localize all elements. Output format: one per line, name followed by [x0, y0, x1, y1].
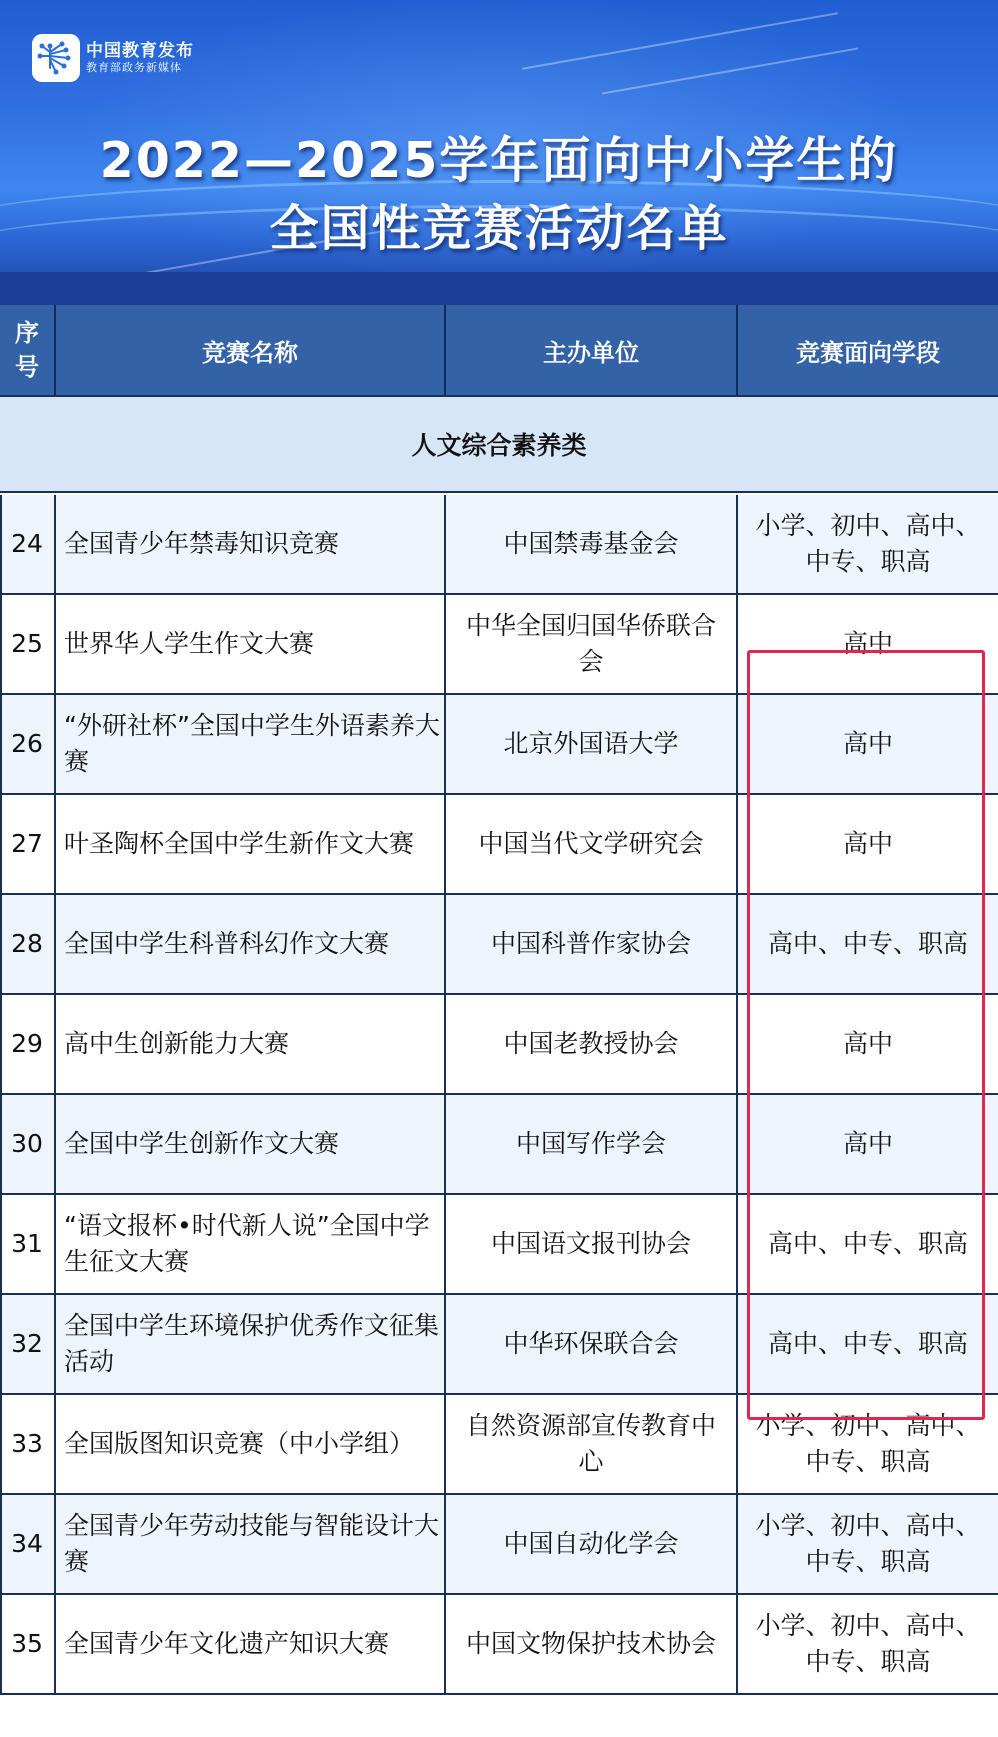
row-name [56, 895, 446, 993]
table-row [0, 1195, 998, 1295]
row-name-text: 高中生创新能力大赛 [64, 1029, 290, 1058]
row-seq-text: 34 [11, 1529, 43, 1558]
row-level [738, 1195, 998, 1293]
table-row [0, 495, 998, 595]
row-name [56, 1195, 446, 1293]
row-level [738, 695, 998, 793]
page-title-line2: 全国性竞赛活动名单 [269, 200, 729, 257]
row-level-text: 高中 [842, 729, 893, 758]
row-level [738, 895, 998, 993]
row-seq-text: 32 [11, 1329, 43, 1358]
row-level-text: 小学、初中、高中、中专、职高 [755, 511, 981, 576]
row-level [738, 595, 998, 693]
logo-main-text: 中国教育发布 [86, 41, 194, 61]
row-name [56, 995, 446, 1093]
row-level [738, 795, 998, 893]
row-name-text: 叶圣陶杯全国中学生新作文大赛 [64, 829, 415, 858]
header-level: 竞赛面向学段 [796, 338, 940, 367]
page-title-line1: 2022—2025学年面向中小学生的 [99, 132, 899, 189]
table-row [0, 895, 998, 995]
row-org [446, 995, 738, 1093]
row-org [446, 1095, 738, 1193]
row-level [738, 1395, 998, 1493]
row-level-text: 高中、中专、职高 [767, 1229, 968, 1258]
row-org [446, 1595, 738, 1693]
row-org [446, 1395, 738, 1493]
logo [32, 34, 194, 82]
table-header-row [0, 305, 998, 395]
header-name: 竞赛名称 [56, 305, 446, 395]
row-name [56, 595, 446, 693]
row-org-text: 中国当代文学研究会 [478, 829, 704, 858]
row-org-text: 中国禁毒基金会 [503, 529, 679, 558]
table-row [0, 695, 998, 795]
row-level-text: 高中 [842, 629, 893, 658]
row-seq [0, 1295, 56, 1393]
row-level-text: 高中 [842, 1129, 893, 1158]
row-name-text: 全国青少年劳动技能与智能设计大赛 [64, 1511, 440, 1576]
row-level [738, 1595, 998, 1693]
row-name [56, 1295, 446, 1393]
row-name [56, 495, 446, 593]
row-name-text: 全国版图知识竞赛（中小学组） [64, 1429, 415, 1458]
row-org [446, 1495, 738, 1593]
row-org-text: 中国文物保护技术协会 [465, 1629, 716, 1658]
header-seq [0, 305, 56, 395]
row-name-text: 全国中学生创新作文大赛 [64, 1129, 340, 1158]
dandelion-logo-icon [32, 34, 80, 82]
logo-sub-text: 教育部政务新媒体 [86, 61, 182, 74]
row-seq-text: 25 [11, 629, 43, 658]
row-name [56, 795, 446, 893]
row-level-text: 高中 [842, 1029, 893, 1058]
row-seq [0, 595, 56, 693]
table-row [0, 595, 998, 695]
row-org-text: 中华环保联合会 [503, 1329, 679, 1358]
row-seq [0, 1095, 56, 1193]
row-level [738, 995, 998, 1093]
row-name [56, 1595, 446, 1693]
row-name-text: 全国中学生科普科幻作文大赛 [64, 929, 390, 958]
row-seq-text: 28 [11, 929, 43, 958]
table-row [0, 1595, 998, 1695]
header-org: 主办单位 [446, 305, 738, 395]
table-row [0, 1395, 998, 1495]
row-level-text: 高中、中专、职高 [767, 1329, 968, 1358]
row-level [738, 495, 998, 593]
banner-bottom-band [0, 272, 998, 305]
row-seq-text: 26 [11, 729, 43, 758]
header-seq-line1: 序 [15, 319, 39, 347]
table-row [0, 995, 998, 1095]
row-seq-text: 35 [11, 1629, 43, 1658]
row-org-text: 中国老教授协会 [503, 1029, 679, 1058]
table-row [0, 1495, 998, 1595]
row-name-text: “外研社杯”全国中学生外语素养大赛 [64, 711, 440, 776]
row-org-text: 自然资源部宣传教育中心 [465, 1411, 716, 1476]
row-org [446, 795, 738, 893]
row-seq-text: 27 [11, 829, 43, 858]
row-level-text: 高中 [842, 829, 893, 858]
row-seq [0, 695, 56, 793]
row-level-text: 高中、中专、职高 [767, 929, 968, 958]
row-seq-text: 33 [11, 1429, 43, 1458]
table-row [0, 795, 998, 895]
table-row [0, 1295, 998, 1395]
row-name [56, 1495, 446, 1593]
row-seq [0, 1395, 56, 1493]
row-org [446, 895, 738, 993]
row-level [738, 1495, 998, 1593]
row-org-text: 北京外国语大学 [503, 729, 679, 758]
row-org-text: 中国科普作家协会 [490, 929, 691, 958]
row-org [446, 1195, 738, 1293]
row-seq [0, 1495, 56, 1593]
row-seq [0, 795, 56, 893]
row-seq [0, 895, 56, 993]
row-level-text: 小学、初中、高中、中专、职高 [755, 1511, 981, 1576]
row-seq-text: 24 [11, 529, 43, 558]
row-name-text: “语文报杯•时代新人说”全国中学生征文大赛 [64, 1211, 430, 1276]
row-name [56, 1395, 446, 1493]
row-org-text: 中国自动化学会 [503, 1529, 679, 1558]
category-row: 人文综合素养类 [0, 395, 998, 493]
row-org [446, 1295, 738, 1393]
row-name-text: 全国青少年文化遗产知识大赛 [64, 1629, 390, 1658]
header-seq-line2: 号 [15, 353, 39, 381]
row-name-text: 全国中学生环境保护优秀作文征集活动 [64, 1311, 440, 1376]
row-org-text: 中华全国归国华侨联合会 [465, 611, 716, 676]
row-name [56, 1095, 446, 1193]
row-level [738, 1095, 998, 1193]
row-seq-text: 29 [11, 1029, 43, 1058]
row-name-text: 全国青少年禁毒知识竞赛 [64, 529, 340, 558]
header-banner [0, 0, 998, 305]
row-seq [0, 495, 56, 593]
row-org [446, 695, 738, 793]
row-seq-text: 31 [11, 1229, 43, 1258]
row-org-text: 中国语文报刊协会 [490, 1229, 691, 1258]
row-seq-text: 30 [11, 1129, 43, 1158]
row-level-text: 小学、初中、高中、中专、职高 [755, 1411, 981, 1476]
row-seq [0, 1195, 56, 1293]
row-seq [0, 1595, 56, 1693]
row-level-text: 小学、初中、高中、中专、职高 [755, 1611, 981, 1676]
row-name-text: 世界华人学生作文大赛 [64, 629, 315, 658]
banner-light-streak [602, 47, 858, 94]
table-row [0, 1095, 998, 1195]
row-name [56, 695, 446, 793]
row-org [446, 595, 738, 693]
row-org [446, 495, 738, 593]
row-level [738, 1295, 998, 1393]
row-org-text: 中国写作学会 [515, 1129, 666, 1158]
row-seq [0, 995, 56, 1093]
